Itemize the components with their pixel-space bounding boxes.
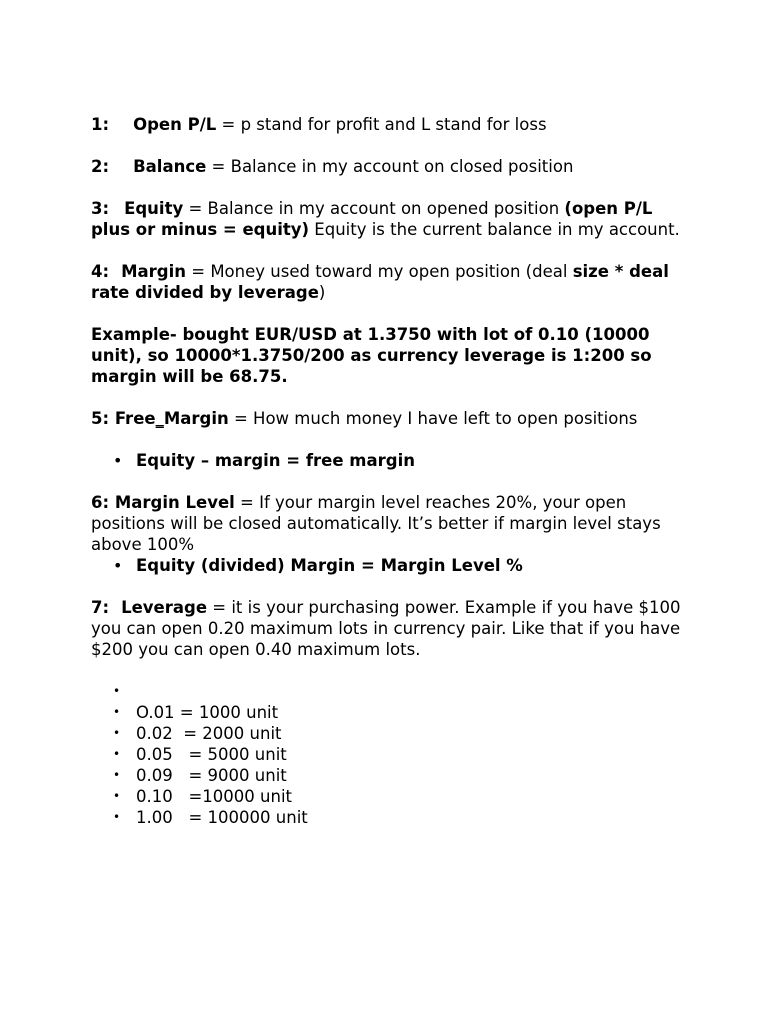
list-item (91, 807, 768, 828)
definition-bold-text: (open P/L plus or minus = equity) (91, 199, 653, 239)
list-item (91, 744, 768, 765)
list-item-text: 0.02 = 2000 unit (136, 724, 282, 743)
definition-text: = Money used toward my open position (deal (186, 262, 573, 281)
list-item (91, 450, 768, 471)
term-margin: Margin (163, 409, 229, 428)
term-balance: Balance (133, 157, 207, 176)
item-number: 7: (91, 598, 110, 617)
bullet-glyph: • (113, 726, 121, 740)
term-leverage: Leverage (121, 598, 208, 617)
margin-level-bullets (91, 555, 768, 576)
bullet-glyph: • (113, 789, 121, 803)
example-text: Example- bought EUR/USD at 1.3750 with lot of 0.10 (10000 unit), so 10000*1.3750/200 as currency leverage is 1:200 so margin will be 68.75. (91, 325, 652, 386)
bullet-glyph: • (113, 556, 123, 575)
item-number: 2: (91, 157, 110, 176)
bullet-glyph: • (113, 705, 121, 719)
definition-equity (91, 198, 691, 240)
definition-balance (91, 156, 691, 177)
bullet-glyph: • (113, 451, 123, 470)
definition-text: = Balance in my account on closed position (206, 157, 574, 176)
item-number: 4: (91, 262, 110, 281)
item-number: 1: (91, 115, 110, 134)
lot-unit-list (91, 681, 768, 828)
definition-margin-level (91, 492, 691, 555)
list-item (91, 723, 768, 744)
list-item-text: 0.09 = 9000 unit (136, 766, 287, 785)
definition-text-continued: Equity is the current balance in my account. (309, 220, 680, 239)
definition-text: = If your margin level reaches 20%, your open positions will be closed automatically. It’s better if margin level stays above 100% (91, 493, 661, 554)
bullet-text: Equity (divided) Margin = Margin Level % (136, 556, 523, 575)
item-number: 3: (91, 199, 110, 218)
definition-text: = p stand for profit and L stand for loss (216, 115, 547, 134)
term-margin: Margin (121, 262, 186, 281)
bullet-glyph: • (113, 810, 121, 824)
list-item (91, 765, 768, 786)
list-item-text: O.01 = 1000 unit (136, 703, 279, 722)
definition-margin (91, 261, 691, 303)
item-number: 5: (91, 409, 110, 428)
list-item-text: 0.10 =10000 unit (136, 787, 293, 806)
bullet-text: Equity – margin = free margin (136, 451, 415, 470)
term-free: Free (114, 409, 156, 428)
definition-text: = Balance in my account on opened position (183, 199, 565, 218)
definition-open-pl (91, 114, 691, 135)
list-item (91, 555, 768, 576)
bullet-glyph: • (113, 747, 121, 761)
term-margin-level: Margin Level (114, 493, 235, 512)
term-equity: Equity (124, 199, 184, 218)
definition-bold-text: size * deal rate divided by leverage (91, 262, 669, 302)
list-item (91, 681, 768, 702)
definition-text-continued: ) (318, 283, 326, 302)
definition-leverage (91, 597, 691, 660)
list-item-text: 0.05 = 5000 unit (136, 745, 287, 764)
list-item (91, 786, 768, 807)
free-margin-bullets (91, 450, 768, 471)
bullet-glyph: • (113, 684, 121, 698)
definition-free-margin: 5: Free_Margin = How much money I have left to open positions (91, 409, 638, 428)
definition-text: = it is your purchasing power. Example if you have $100 you can open 0.20 maximum lots in currency pair. Like that if you have $200 you can open 0.40 maximum lots. (91, 598, 681, 659)
bullet-glyph: • (113, 768, 121, 782)
item-number: 6: (91, 493, 110, 512)
list-item-text: 1.00 = 100000 unit (136, 808, 308, 827)
term-open-pl: Open P/L (133, 115, 217, 134)
definition-text: = How much money I have left to open positions (228, 409, 638, 428)
margin-example (91, 324, 691, 387)
list-item (91, 702, 768, 723)
